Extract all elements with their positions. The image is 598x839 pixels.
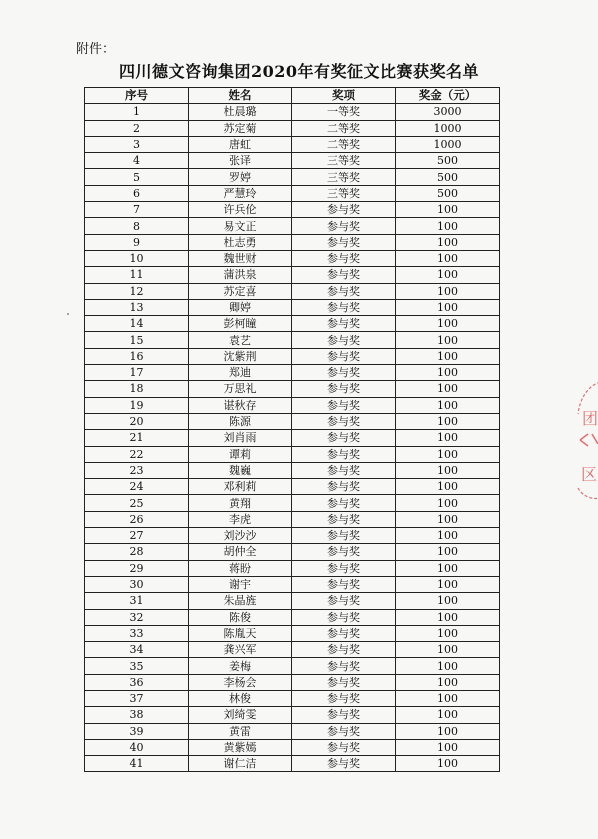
table-row bbox=[85, 267, 500, 283]
cell-prize: 100 bbox=[396, 593, 500, 609]
cell-index: 12 bbox=[85, 283, 189, 299]
table-row bbox=[85, 739, 500, 755]
cell-award: 二等奖 bbox=[292, 136, 396, 152]
cell-name: 苏定喜 bbox=[189, 283, 292, 299]
cell-prize: 100 bbox=[396, 413, 500, 429]
table-row bbox=[85, 153, 500, 169]
cell-index: 16 bbox=[85, 348, 189, 364]
cell-index: 23 bbox=[85, 462, 189, 478]
cell-prize: 100 bbox=[396, 609, 500, 625]
cell-index: 26 bbox=[85, 511, 189, 527]
cell-award: 参与奖 bbox=[292, 283, 396, 299]
cell-award: 参与奖 bbox=[292, 756, 396, 772]
cell-award: 参与奖 bbox=[292, 544, 396, 560]
table-row bbox=[85, 218, 500, 234]
cell-award: 参与奖 bbox=[292, 332, 396, 348]
cell-name: 陈俊 bbox=[189, 609, 292, 625]
cell-name: 谭莉 bbox=[189, 446, 292, 462]
cell-index: 38 bbox=[85, 707, 189, 723]
cell-prize: 100 bbox=[396, 250, 500, 266]
cell-name: 谢仁洁 bbox=[189, 756, 292, 772]
cell-name: 唐虹 bbox=[189, 136, 292, 152]
seal-glyph-2: 区 bbox=[581, 465, 598, 484]
cell-prize: 100 bbox=[396, 381, 500, 397]
table-row bbox=[85, 299, 500, 315]
cell-index: 33 bbox=[85, 625, 189, 641]
cell-award: 参与奖 bbox=[292, 348, 396, 364]
cell-award: 参与奖 bbox=[292, 707, 396, 723]
cell-prize: 100 bbox=[396, 365, 500, 381]
cell-index: 30 bbox=[85, 576, 189, 592]
cell-name: 许兵伦 bbox=[189, 202, 292, 218]
cell-index: 39 bbox=[85, 723, 189, 739]
cell-award: 参与奖 bbox=[292, 479, 396, 495]
table-row bbox=[85, 495, 500, 511]
cell-name: 蒋盼 bbox=[189, 560, 292, 576]
cell-prize: 100 bbox=[396, 234, 500, 250]
cell-name: 万思礼 bbox=[189, 381, 292, 397]
cell-award: 参与奖 bbox=[292, 642, 396, 658]
seal-glyph-1: 团 bbox=[582, 409, 598, 428]
cell-name: 刘沙沙 bbox=[189, 528, 292, 544]
cell-name: 卿婷 bbox=[189, 299, 292, 315]
table-row bbox=[85, 723, 500, 739]
cell-index: 6 bbox=[85, 185, 189, 201]
cell-prize: 100 bbox=[396, 218, 500, 234]
cell-prize: 100 bbox=[396, 642, 500, 658]
table-row bbox=[85, 446, 500, 462]
award-table bbox=[84, 87, 500, 772]
cell-prize: 100 bbox=[396, 332, 500, 348]
cell-prize: 100 bbox=[396, 397, 500, 413]
cell-index: 7 bbox=[85, 202, 189, 218]
cell-award: 参与奖 bbox=[292, 625, 396, 641]
cell-prize: 100 bbox=[396, 756, 500, 772]
header-prize: 奖金（元） bbox=[396, 88, 500, 104]
table-row bbox=[85, 413, 500, 429]
cell-prize: 100 bbox=[396, 462, 500, 478]
cell-award: 参与奖 bbox=[292, 218, 396, 234]
cell-index: 19 bbox=[85, 397, 189, 413]
cell-award: 参与奖 bbox=[292, 234, 396, 250]
cell-award: 参与奖 bbox=[292, 560, 396, 576]
cell-award: 参与奖 bbox=[292, 316, 396, 332]
cell-name: 龚兴军 bbox=[189, 642, 292, 658]
cell-award: 参与奖 bbox=[292, 511, 396, 527]
cell-name: 林俊 bbox=[189, 690, 292, 706]
cell-award: 参与奖 bbox=[292, 250, 396, 266]
cell-name: 彭柯瞳 bbox=[189, 316, 292, 332]
table-row bbox=[85, 250, 500, 266]
cell-index: 41 bbox=[85, 756, 189, 772]
cell-index: 31 bbox=[85, 593, 189, 609]
table-header-row bbox=[85, 88, 500, 104]
table-row bbox=[85, 397, 500, 413]
cell-award: 三等奖 bbox=[292, 169, 396, 185]
cell-prize: 100 bbox=[396, 544, 500, 560]
table-row bbox=[85, 625, 500, 641]
award-table-body bbox=[85, 104, 500, 772]
cell-prize: 100 bbox=[396, 739, 500, 755]
table-row bbox=[85, 756, 500, 772]
table-row bbox=[85, 560, 500, 576]
cell-name: 蒲洪泉 bbox=[189, 267, 292, 283]
cell-index: 18 bbox=[85, 381, 189, 397]
header-name: 姓名 bbox=[189, 88, 292, 104]
cell-index: 17 bbox=[85, 365, 189, 381]
cell-prize: 100 bbox=[396, 576, 500, 592]
table-row bbox=[85, 104, 500, 120]
table-row bbox=[85, 479, 500, 495]
table-row bbox=[85, 169, 500, 185]
cell-index: 35 bbox=[85, 658, 189, 674]
cell-index: 5 bbox=[85, 169, 189, 185]
cell-index: 22 bbox=[85, 446, 189, 462]
cell-name: 黄紫嫣 bbox=[189, 739, 292, 755]
cell-index: 28 bbox=[85, 544, 189, 560]
cell-award: 参与奖 bbox=[292, 593, 396, 609]
table-row bbox=[85, 642, 500, 658]
cell-index: 1 bbox=[85, 104, 189, 120]
cell-award: 参与奖 bbox=[292, 528, 396, 544]
cell-award: 参与奖 bbox=[292, 413, 396, 429]
scan-speck bbox=[67, 313, 69, 315]
cell-award: 参与奖 bbox=[292, 202, 396, 218]
cell-prize: 1000 bbox=[396, 136, 500, 152]
cell-name: 陈源 bbox=[189, 413, 292, 429]
cell-name: 苏定菊 bbox=[189, 120, 292, 136]
cell-award: 参与奖 bbox=[292, 381, 396, 397]
header-index: 序号 bbox=[85, 88, 189, 104]
cell-prize: 3000 bbox=[396, 104, 500, 120]
cell-index: 10 bbox=[85, 250, 189, 266]
table-row bbox=[85, 381, 500, 397]
cell-name: 黄翔 bbox=[189, 495, 292, 511]
table-row bbox=[85, 690, 500, 706]
cell-prize: 100 bbox=[396, 707, 500, 723]
cell-index: 13 bbox=[85, 299, 189, 315]
cell-award: 参与奖 bbox=[292, 430, 396, 446]
table-row bbox=[85, 316, 500, 332]
cell-prize: 100 bbox=[396, 202, 500, 218]
cell-index: 40 bbox=[85, 739, 189, 755]
cell-name: 杜晨璐 bbox=[189, 104, 292, 120]
attachment-label: 附件： bbox=[76, 42, 116, 57]
cell-name: 沈紫荆 bbox=[189, 348, 292, 364]
cell-index: 24 bbox=[85, 479, 189, 495]
cell-index: 27 bbox=[85, 528, 189, 544]
cell-prize: 100 bbox=[396, 430, 500, 446]
cell-name: 袁艺 bbox=[189, 332, 292, 348]
table-row bbox=[85, 462, 500, 478]
cell-prize: 100 bbox=[396, 560, 500, 576]
cell-award: 参与奖 bbox=[292, 462, 396, 478]
table-row bbox=[85, 658, 500, 674]
cell-prize: 100 bbox=[396, 511, 500, 527]
cell-index: 2 bbox=[85, 120, 189, 136]
cell-index: 9 bbox=[85, 234, 189, 250]
cell-award: 二等奖 bbox=[292, 120, 396, 136]
cell-award: 参与奖 bbox=[292, 576, 396, 592]
cell-prize: 100 bbox=[396, 446, 500, 462]
cell-index: 32 bbox=[85, 609, 189, 625]
cell-index: 25 bbox=[85, 495, 189, 511]
table-row bbox=[85, 544, 500, 560]
cell-index: 8 bbox=[85, 218, 189, 234]
cell-name: 刘绮雯 bbox=[189, 707, 292, 723]
cell-index: 34 bbox=[85, 642, 189, 658]
table-row bbox=[85, 593, 500, 609]
cell-index: 11 bbox=[85, 267, 189, 283]
cell-index: 29 bbox=[85, 560, 189, 576]
cell-prize: 100 bbox=[396, 690, 500, 706]
cell-name: 朱晶旌 bbox=[189, 593, 292, 609]
cell-award: 参与奖 bbox=[292, 446, 396, 462]
cell-name: 杜志勇 bbox=[189, 234, 292, 250]
table-row bbox=[85, 430, 500, 446]
cell-name: 易文正 bbox=[189, 218, 292, 234]
table-row bbox=[85, 283, 500, 299]
document-title: 四川德文咨询集团2020年有奖征文比赛获奖名单 bbox=[118, 62, 480, 81]
table-row bbox=[85, 202, 500, 218]
cell-index: 3 bbox=[85, 136, 189, 152]
table-row bbox=[85, 511, 500, 527]
cell-prize: 100 bbox=[396, 528, 500, 544]
cell-name: 魏巍 bbox=[189, 462, 292, 478]
seal-stamp bbox=[566, 380, 598, 500]
cell-name: 郑迪 bbox=[189, 365, 292, 381]
cell-name: 胡仲全 bbox=[189, 544, 292, 560]
cell-name: 姜梅 bbox=[189, 658, 292, 674]
cell-award: 参与奖 bbox=[292, 365, 396, 381]
cell-prize: 500 bbox=[396, 153, 500, 169]
header-award: 奖项 bbox=[292, 88, 396, 104]
table-row bbox=[85, 576, 500, 592]
cell-name: 罗婷 bbox=[189, 169, 292, 185]
table-row bbox=[85, 707, 500, 723]
cell-award: 参与奖 bbox=[292, 397, 396, 413]
cell-name: 邓利莉 bbox=[189, 479, 292, 495]
cell-prize: 100 bbox=[396, 316, 500, 332]
cell-name: 谢宇 bbox=[189, 576, 292, 592]
cell-award: 参与奖 bbox=[292, 658, 396, 674]
cell-award: 参与奖 bbox=[292, 495, 396, 511]
cell-prize: 500 bbox=[396, 185, 500, 201]
cell-prize: 500 bbox=[396, 169, 500, 185]
cell-name: 刘肖雨 bbox=[189, 430, 292, 446]
cell-award: 参与奖 bbox=[292, 739, 396, 755]
table-row bbox=[85, 528, 500, 544]
cell-award: 参与奖 bbox=[292, 674, 396, 690]
cell-prize: 100 bbox=[396, 658, 500, 674]
cell-index: 15 bbox=[85, 332, 189, 348]
cell-prize: 100 bbox=[396, 674, 500, 690]
cell-name: 张译 bbox=[189, 153, 292, 169]
cell-award: 参与奖 bbox=[292, 267, 396, 283]
cell-award: 参与奖 bbox=[292, 690, 396, 706]
table-row bbox=[85, 365, 500, 381]
cell-index: 36 bbox=[85, 674, 189, 690]
cell-award: 参与奖 bbox=[292, 723, 396, 739]
cell-prize: 100 bbox=[396, 267, 500, 283]
cell-award: 参与奖 bbox=[292, 609, 396, 625]
cell-prize: 1000 bbox=[396, 120, 500, 136]
cell-award: 一等奖 bbox=[292, 104, 396, 120]
cell-award: 参与奖 bbox=[292, 299, 396, 315]
cell-index: 14 bbox=[85, 316, 189, 332]
table-row bbox=[85, 234, 500, 250]
cell-prize: 100 bbox=[396, 495, 500, 511]
cell-prize: 100 bbox=[396, 348, 500, 364]
cell-index: 37 bbox=[85, 690, 189, 706]
table-row bbox=[85, 674, 500, 690]
cell-prize: 100 bbox=[396, 479, 500, 495]
cell-prize: 100 bbox=[396, 723, 500, 739]
table-row bbox=[85, 609, 500, 625]
cell-award: 三等奖 bbox=[292, 153, 396, 169]
cell-award: 三等奖 bbox=[292, 185, 396, 201]
table-row bbox=[85, 136, 500, 152]
cell-name: 李杨会 bbox=[189, 674, 292, 690]
cell-index: 4 bbox=[85, 153, 189, 169]
cell-name: 谌秋存 bbox=[189, 397, 292, 413]
cell-name: 陈胤天 bbox=[189, 625, 292, 641]
table-row bbox=[85, 332, 500, 348]
cell-index: 20 bbox=[85, 413, 189, 429]
cell-name: 李虎 bbox=[189, 511, 292, 527]
table-row bbox=[85, 120, 500, 136]
cell-name: 魏世财 bbox=[189, 250, 292, 266]
cell-prize: 100 bbox=[396, 283, 500, 299]
cell-index: 21 bbox=[85, 430, 189, 446]
cell-name: 严慧玲 bbox=[189, 185, 292, 201]
seal-stamp-graphic bbox=[566, 380, 598, 500]
table-row bbox=[85, 348, 500, 364]
cell-name: 黄雷 bbox=[189, 723, 292, 739]
table-row bbox=[85, 185, 500, 201]
cell-prize: 100 bbox=[396, 625, 500, 641]
cell-prize: 100 bbox=[396, 299, 500, 315]
